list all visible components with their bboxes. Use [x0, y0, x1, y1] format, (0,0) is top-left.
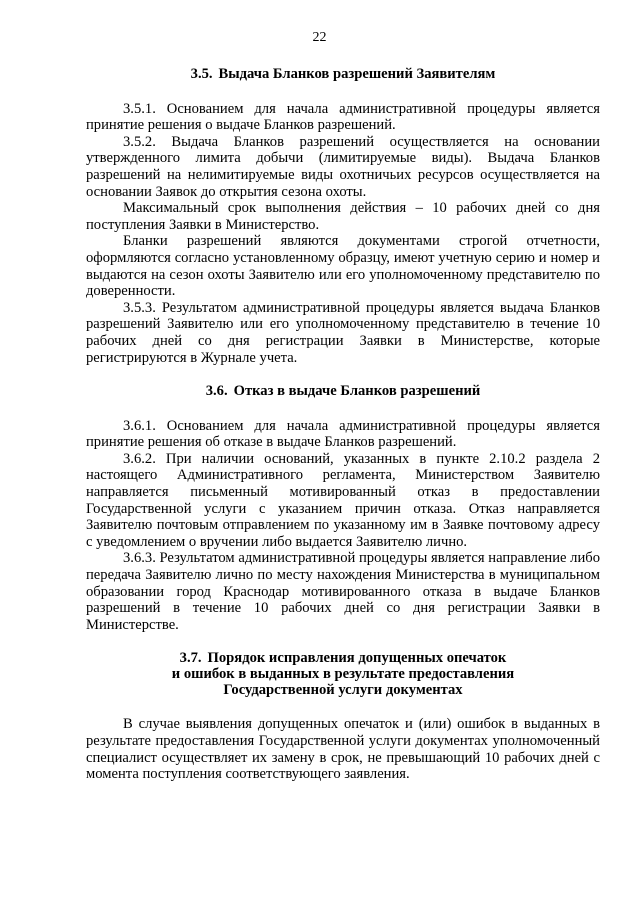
section-title-line-3: Государственной услуги документах [223, 682, 463, 699]
document-body [86, 66, 600, 783]
paragraph-deadline: Максимальный срок выполнения действия – 10 рабочих дней со дня поступления Заявки в Министерство. [86, 200, 600, 233]
section-heading-3-7 [86, 650, 600, 698]
paragraph-3-5-1: 3.5.1. Основанием для начала административной процедуры является принятие решения о выдаче Бланков разрешений. [86, 100, 600, 134]
paragraph-3-5-3: 3.5.3. Результатом административной процедуры является выдача Бланков разрешений Заявителю или его уполномоченному представителю в течение 10 рабочих дней со дня регистрации Заявки в Министерстве, которые регистрируются в Журнале учета. [86, 299, 600, 366]
section-title: Выдача Бланков разрешений Заявителям [218, 66, 496, 82]
paragraph-3-6-1: 3.6.1. Основанием для начала административной процедуры является принятие решения об отказе в выдаче Бланков разрешений. [86, 417, 600, 451]
section-number: 3.5. [190, 66, 213, 82]
section-title: Отказ в выдаче Бланков разрешений [233, 383, 481, 400]
paragraph-3-7-corrections: В случае выявления допущенных опечаток и (или) ошибок в выданных в результате предоставления Государственной услуги документах уполномоченный специалист осуществляет их замену в срок, не превышающий 10 рабочих дней с момента поступления соответствующего заявления. [86, 716, 600, 783]
section-heading-3-5 [86, 66, 600, 83]
paragraph-3-6-3: 3.6.3. Результатом административной процедуры является направление либо передача Заявителю лично по месту нахождения Министерства в муниципальном образовании город Краснодар мотивированного отказа в выдаче Бланков разрешений в течение 10 рабочих дней со дня регистрации Заявки в Министерстве. [86, 550, 600, 633]
page-number: 22 [312, 30, 327, 45]
section-number: 3.7. [179, 650, 202, 667]
section-title-line-1 [86, 650, 600, 666]
section-title-line-2: и ошибок в выданных в результате предоставления [171, 666, 515, 683]
section-title-text: Порядок исправления допущенных опечаток [207, 650, 507, 667]
paragraph-3-6-2: 3.6.2. При наличии оснований, указанных в пункте 2.10.2 раздела 2 настоящего Административного регламента, Министерством Заявителю направляется письменный мотивированный отказ в предоставлении Государственной услуги с указанием причин отказа. Отказ направляется Заявителю почтовым отправлением по указанному им в Заявке почтовому адресу с уведомлением о вручении либо выдается Заявителю лично. [86, 450, 600, 550]
section-heading-3-6 [86, 383, 600, 400]
paragraph-forms-strict-reporting: Бланки разрешений являются документами строгой отчетности, оформляются согласно установленному образцу, имеют учетную серию и номер и выдаются на сезон охоты Заявителю или его уполномоченному представителю по доверенности. [86, 233, 600, 300]
paragraph-3-5-2: 3.5.2. Выдача Бланков разрешений осуществляется на основании утвержденного лимита добычи (лимитируемые виды). Выдача Бланков разрешений на нелимитируемые виды охотничьих ресурсов осуществляется на основании Заявок до открытия сезона охоты. [86, 133, 600, 200]
section-number: 3.6. [205, 383, 228, 400]
